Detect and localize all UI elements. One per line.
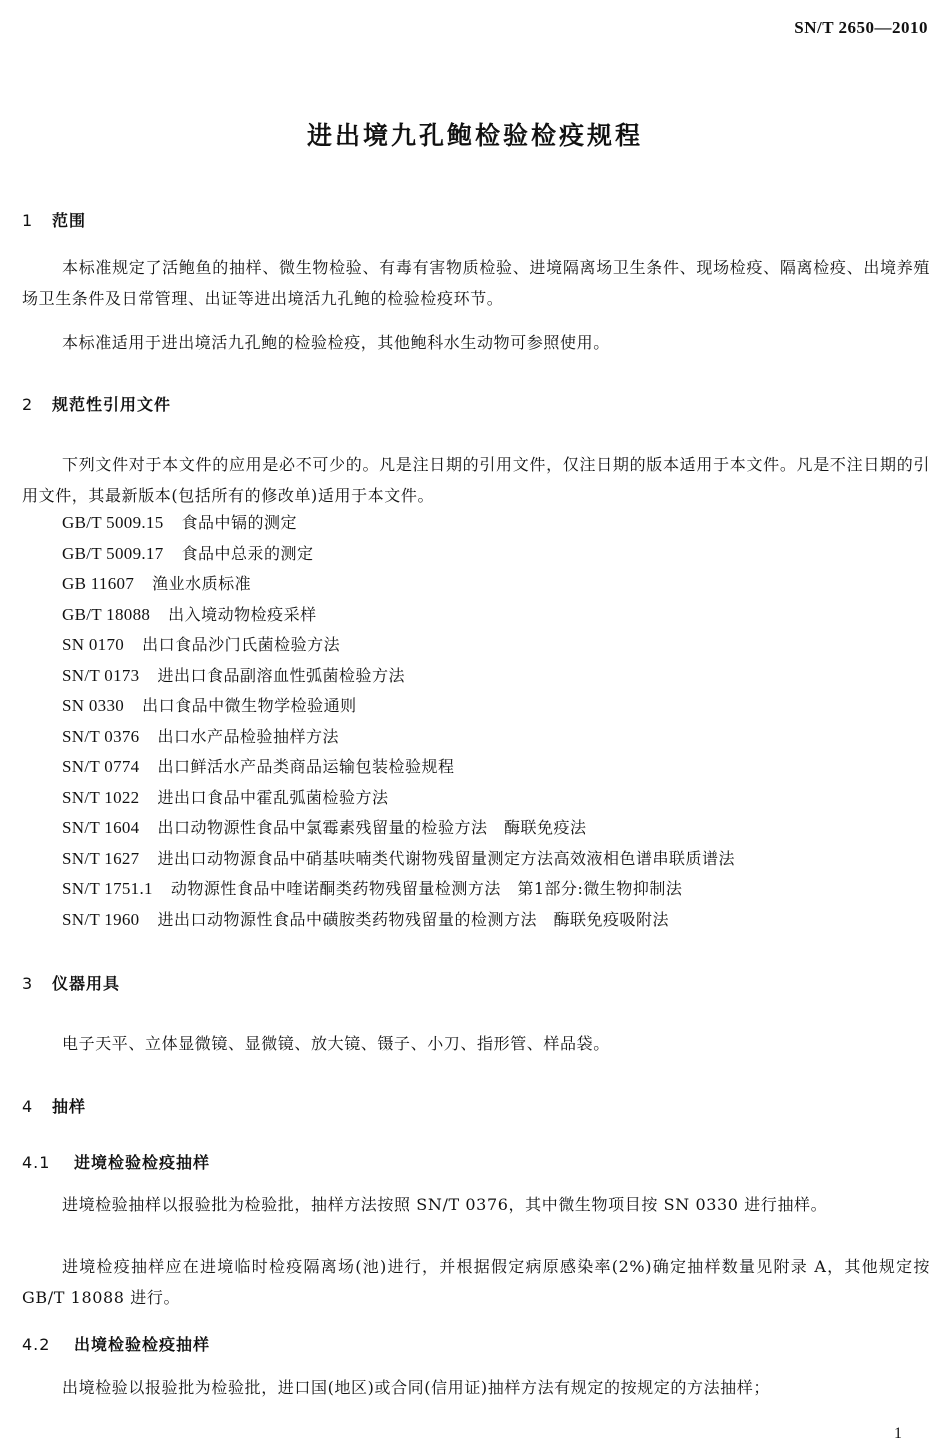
- reference-name: 进出口食品副溶血性弧菌检验方法: [157, 665, 405, 685]
- section-number: 1: [22, 211, 34, 230]
- subsection-title: 进境检验检疫抽样: [74, 1153, 211, 1172]
- reference-code: SN 0170: [62, 635, 125, 654]
- standard-code: SN/T 2650—2010: [794, 18, 928, 37]
- section-title: 仪器用具: [52, 974, 121, 993]
- reference-item: [62, 813, 735, 844]
- section-heading-4: [22, 1094, 86, 1117]
- reference-item: [62, 600, 735, 631]
- reference-name: 出口食品中微生物学检验通则: [142, 696, 357, 715]
- reference-code: SN/T 0376: [62, 726, 140, 746]
- reference-name: 出口鲜活水产品类商品运输包装检验规程: [157, 757, 455, 776]
- reference-code: GB/T 18088: [62, 604, 151, 624]
- reference-code: SN/T 1960: [62, 909, 140, 929]
- section-title: 规范性引用文件: [52, 395, 172, 414]
- subsection-title: 出境检验检疫抽样: [74, 1335, 211, 1354]
- reference-item: [62, 569, 735, 600]
- section-heading-2: [22, 392, 171, 415]
- reference-name: 出口动物源性食品中氯霉素残留量的检验方法 酶联免疫法: [157, 818, 587, 837]
- reference-item: [62, 661, 735, 692]
- subsection-number: 4.1: [22, 1153, 51, 1172]
- reference-item: [62, 874, 735, 905]
- reference-name: 食品中镉的测定: [181, 513, 298, 532]
- reference-name: 出口水产品检验抽样方法: [157, 726, 339, 746]
- reference-code: SN/T 0774: [62, 757, 140, 776]
- subsection-heading-4-1: [22, 1150, 210, 1173]
- section-heading-1: [22, 208, 86, 231]
- paragraph: 进境检疫抽样应在进境临时检疫隔离场(池)进行，并根据假定病原感染率(2%)确定抽样数量见附录 A，其他规定按 GB/T 18088 进行。: [22, 1257, 930, 1307]
- reference-code: SN/T 1627: [62, 848, 140, 868]
- reference-code: GB 11607: [62, 574, 135, 593]
- reference-code: SN 0330: [62, 696, 125, 715]
- reference-name: 动物源性食品中喹诺酮类药物残留量检测方法 第1部分:微生物抑制法: [170, 879, 683, 898]
- reference-code: SN/T 1604: [62, 818, 140, 837]
- reference-code: SN/T 0173: [62, 665, 140, 685]
- reference-item: [62, 539, 735, 570]
- section-number: 4: [22, 1097, 34, 1116]
- reference-item: [62, 630, 735, 661]
- reference-name: 进出口食品中霍乱弧菌检验方法: [157, 787, 389, 807]
- section-title: 抽样: [52, 1097, 87, 1116]
- reference-code: GB/T 5009.17: [62, 543, 164, 563]
- reference-name: 出入境动物检疫采样: [168, 604, 317, 624]
- reference-item: [62, 752, 735, 783]
- paragraph: 本标准适用于进出境活九孔鲍的检验检疫，其他鲍科水生动物可参照使用。: [62, 333, 610, 352]
- paragraph: 本标准规定了活鲍鱼的抽样、微生物检验、有毒有害物质检验、进境隔离场卫生条件、现场检疫、隔离检疫、出境养殖场卫生条件及日常管理、出证等进出境活九孔鲍的检验检疫环节。: [22, 258, 930, 308]
- reference-name: 出口食品沙门氏菌检验方法: [142, 635, 341, 654]
- paragraph: 进境检验抽样以报验批为检验批，抽样方法按照 SN/T 0376，其中微生物项目按 SN 0330 进行抽样。: [62, 1195, 828, 1214]
- reference-name: 进出口动物源性食品中磺胺类药物残留量的检测方法 酶联免疫吸附法: [157, 909, 669, 929]
- subsection-heading-4-2: [22, 1332, 210, 1355]
- section-heading-3: [22, 971, 120, 994]
- section-number: 2: [22, 395, 34, 414]
- reference-item: [62, 508, 735, 539]
- reference-item: [62, 691, 735, 722]
- subsection-number: 4.2: [22, 1335, 51, 1354]
- reference-code: SN/T 1022: [62, 787, 140, 807]
- reference-name: 食品中总汞的测定: [181, 543, 314, 563]
- paragraph: 出境检验以报验批为检验批，进口国(地区)或合同(信用证)抽样方法有规定的按规定的方法抽样；: [62, 1378, 770, 1397]
- reference-item: [62, 844, 735, 875]
- page-number: 1: [894, 1425, 902, 1442]
- paragraph: 下列文件对于本文件的应用是必不可少的。凡是注日期的引用文件，仅注日期的版本适用于本文件。凡是不注日期的引用文件，其最新版本(包括所有的修改单)适用于本文件。: [22, 455, 930, 505]
- section-title: 范围: [52, 211, 87, 230]
- reference-item: [62, 905, 735, 936]
- section-number: 3: [22, 974, 34, 993]
- reference-code: SN/T 1751.1: [62, 879, 153, 898]
- reference-item: [62, 783, 735, 814]
- document-title: 进出境九孔鲍检验检疫规程: [306, 121, 643, 150]
- paragraph: 电子天平、立体显微镜、显微镜、放大镜、镊子、小刀、指形管、样品袋。: [62, 1034, 610, 1053]
- normative-references-list: [62, 508, 735, 935]
- reference-name: 进出口动物源食品中硝基呋喃类代谢物残留量测定方法高效液相色谱串联质谱法: [157, 848, 735, 868]
- reference-item: [62, 722, 735, 753]
- reference-code: GB/T 5009.15: [62, 513, 164, 532]
- reference-name: 渔业水质标准: [152, 574, 252, 593]
